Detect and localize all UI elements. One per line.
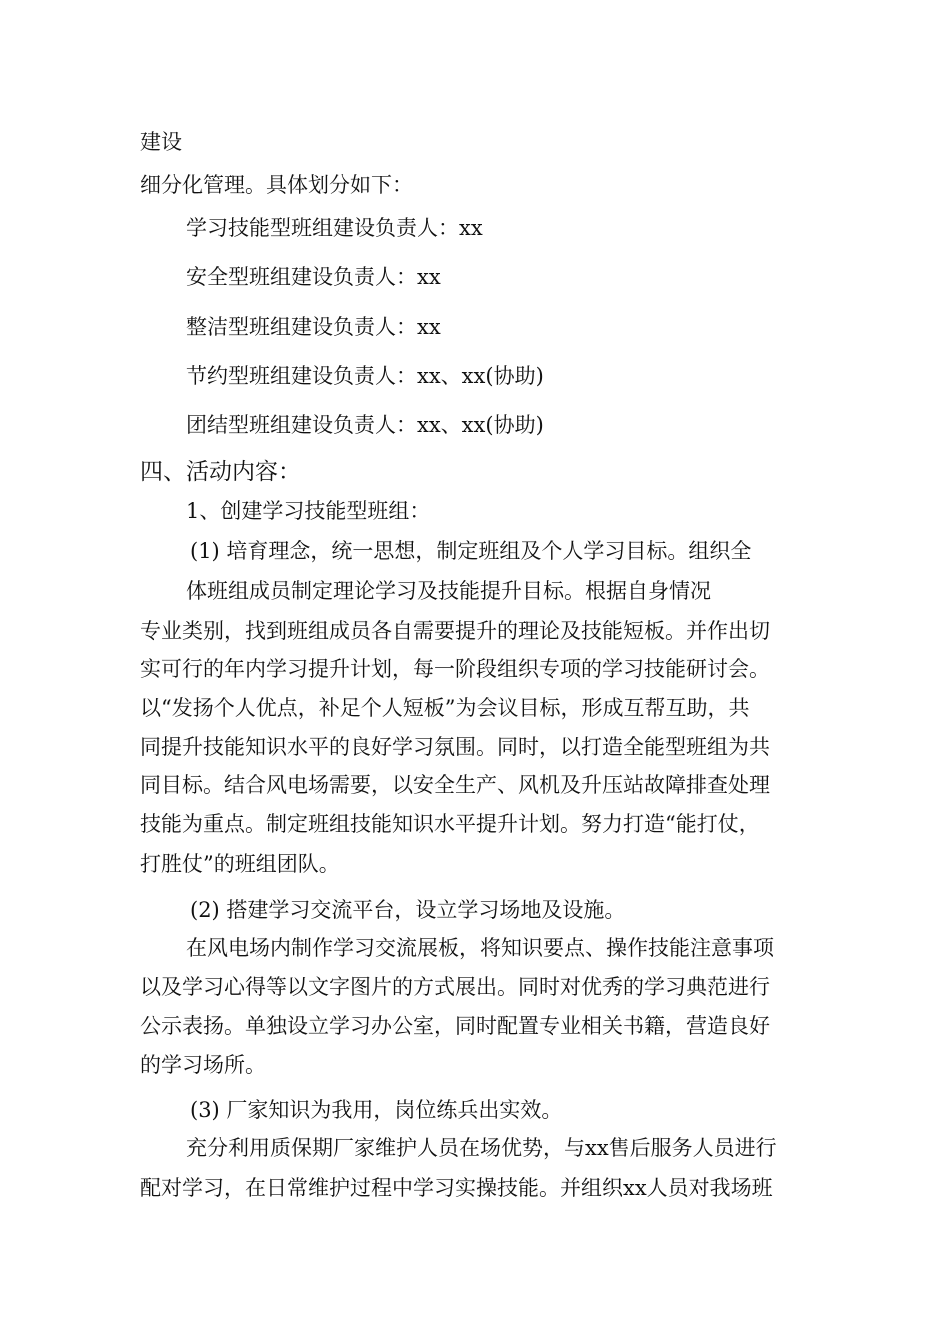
text-line: 建设 <box>140 130 182 154</box>
text-line: 安全型班组建设负责人：xx <box>186 265 441 289</box>
text-line: (1) 培育理念，统一思想，制定班组及个人学习目标。组织全 <box>190 539 752 563</box>
text-line: 团结型班组建设负责人：xx、xx(协助) <box>186 413 544 437</box>
text-line: 专业类别，找到班组成员各自需要提升的理论及技能短板。并作出切 <box>140 619 770 643</box>
text-line: 以及学习心得等以文字图片的方式展出。同时对优秀的学习典范进行 <box>140 975 770 999</box>
text-line: (2) 搭建学习交流平台，设立学习场地及设施。 <box>190 898 626 922</box>
text-line: 1、创建学习技能型班组： <box>186 499 431 523</box>
text-line: 同目标。结合风电场需要，以安全生产、风机及升压站故障排查处理 <box>140 773 770 797</box>
text-line: 在风电场内制作学习交流展板，将知识要点、操作技能注意事项 <box>186 936 774 960</box>
text-line: 公示表扬。单独设立学习办公室，同时配置专业相关书籍，营造良好 <box>140 1014 770 1038</box>
text-line: 实可行的年内学习提升计划，每一阶段组织专项的学习技能研讨会。 <box>140 657 770 681</box>
text-line: 的学习场所。 <box>140 1053 266 1077</box>
section-heading: 四、活动内容： <box>140 459 301 485</box>
text-line: 整洁型班组建设负责人：xx <box>186 315 441 339</box>
text-line: 体班组成员制定理论学习及技能提升目标。根据自身情况 <box>186 579 711 603</box>
text-line: 以“发扬个人优点，补足个人短板”为会议目标，形成互帮互助，共 <box>140 696 750 720</box>
text-line: 技能为重点。制定班组技能知识水平提升计划。努力打造“能打仗， <box>140 812 760 836</box>
text-line: 打胜仗”的班组团队。 <box>140 852 340 876</box>
text-line: (3) 厂家知识为我用，岗位练兵出实效。 <box>190 1098 563 1122</box>
text-line: 充分利用质保期厂家维护人员在场优势，与xx售后服务人员进行 <box>186 1136 777 1160</box>
text-line: 细分化管理。具体划分如下： <box>140 173 413 197</box>
text-line: 节约型班组建设负责人：xx、xx(协助) <box>186 364 544 388</box>
text-line: 学习技能型班组建设负责人：xx <box>186 216 483 240</box>
text-line: 同提升技能知识水平的良好学习氛围。同时，以打造全能型班组为共 <box>140 735 770 759</box>
text-line: 配对学习，在日常维护过程中学习实操技能。并组织xx人员对我场班 <box>140 1176 773 1200</box>
